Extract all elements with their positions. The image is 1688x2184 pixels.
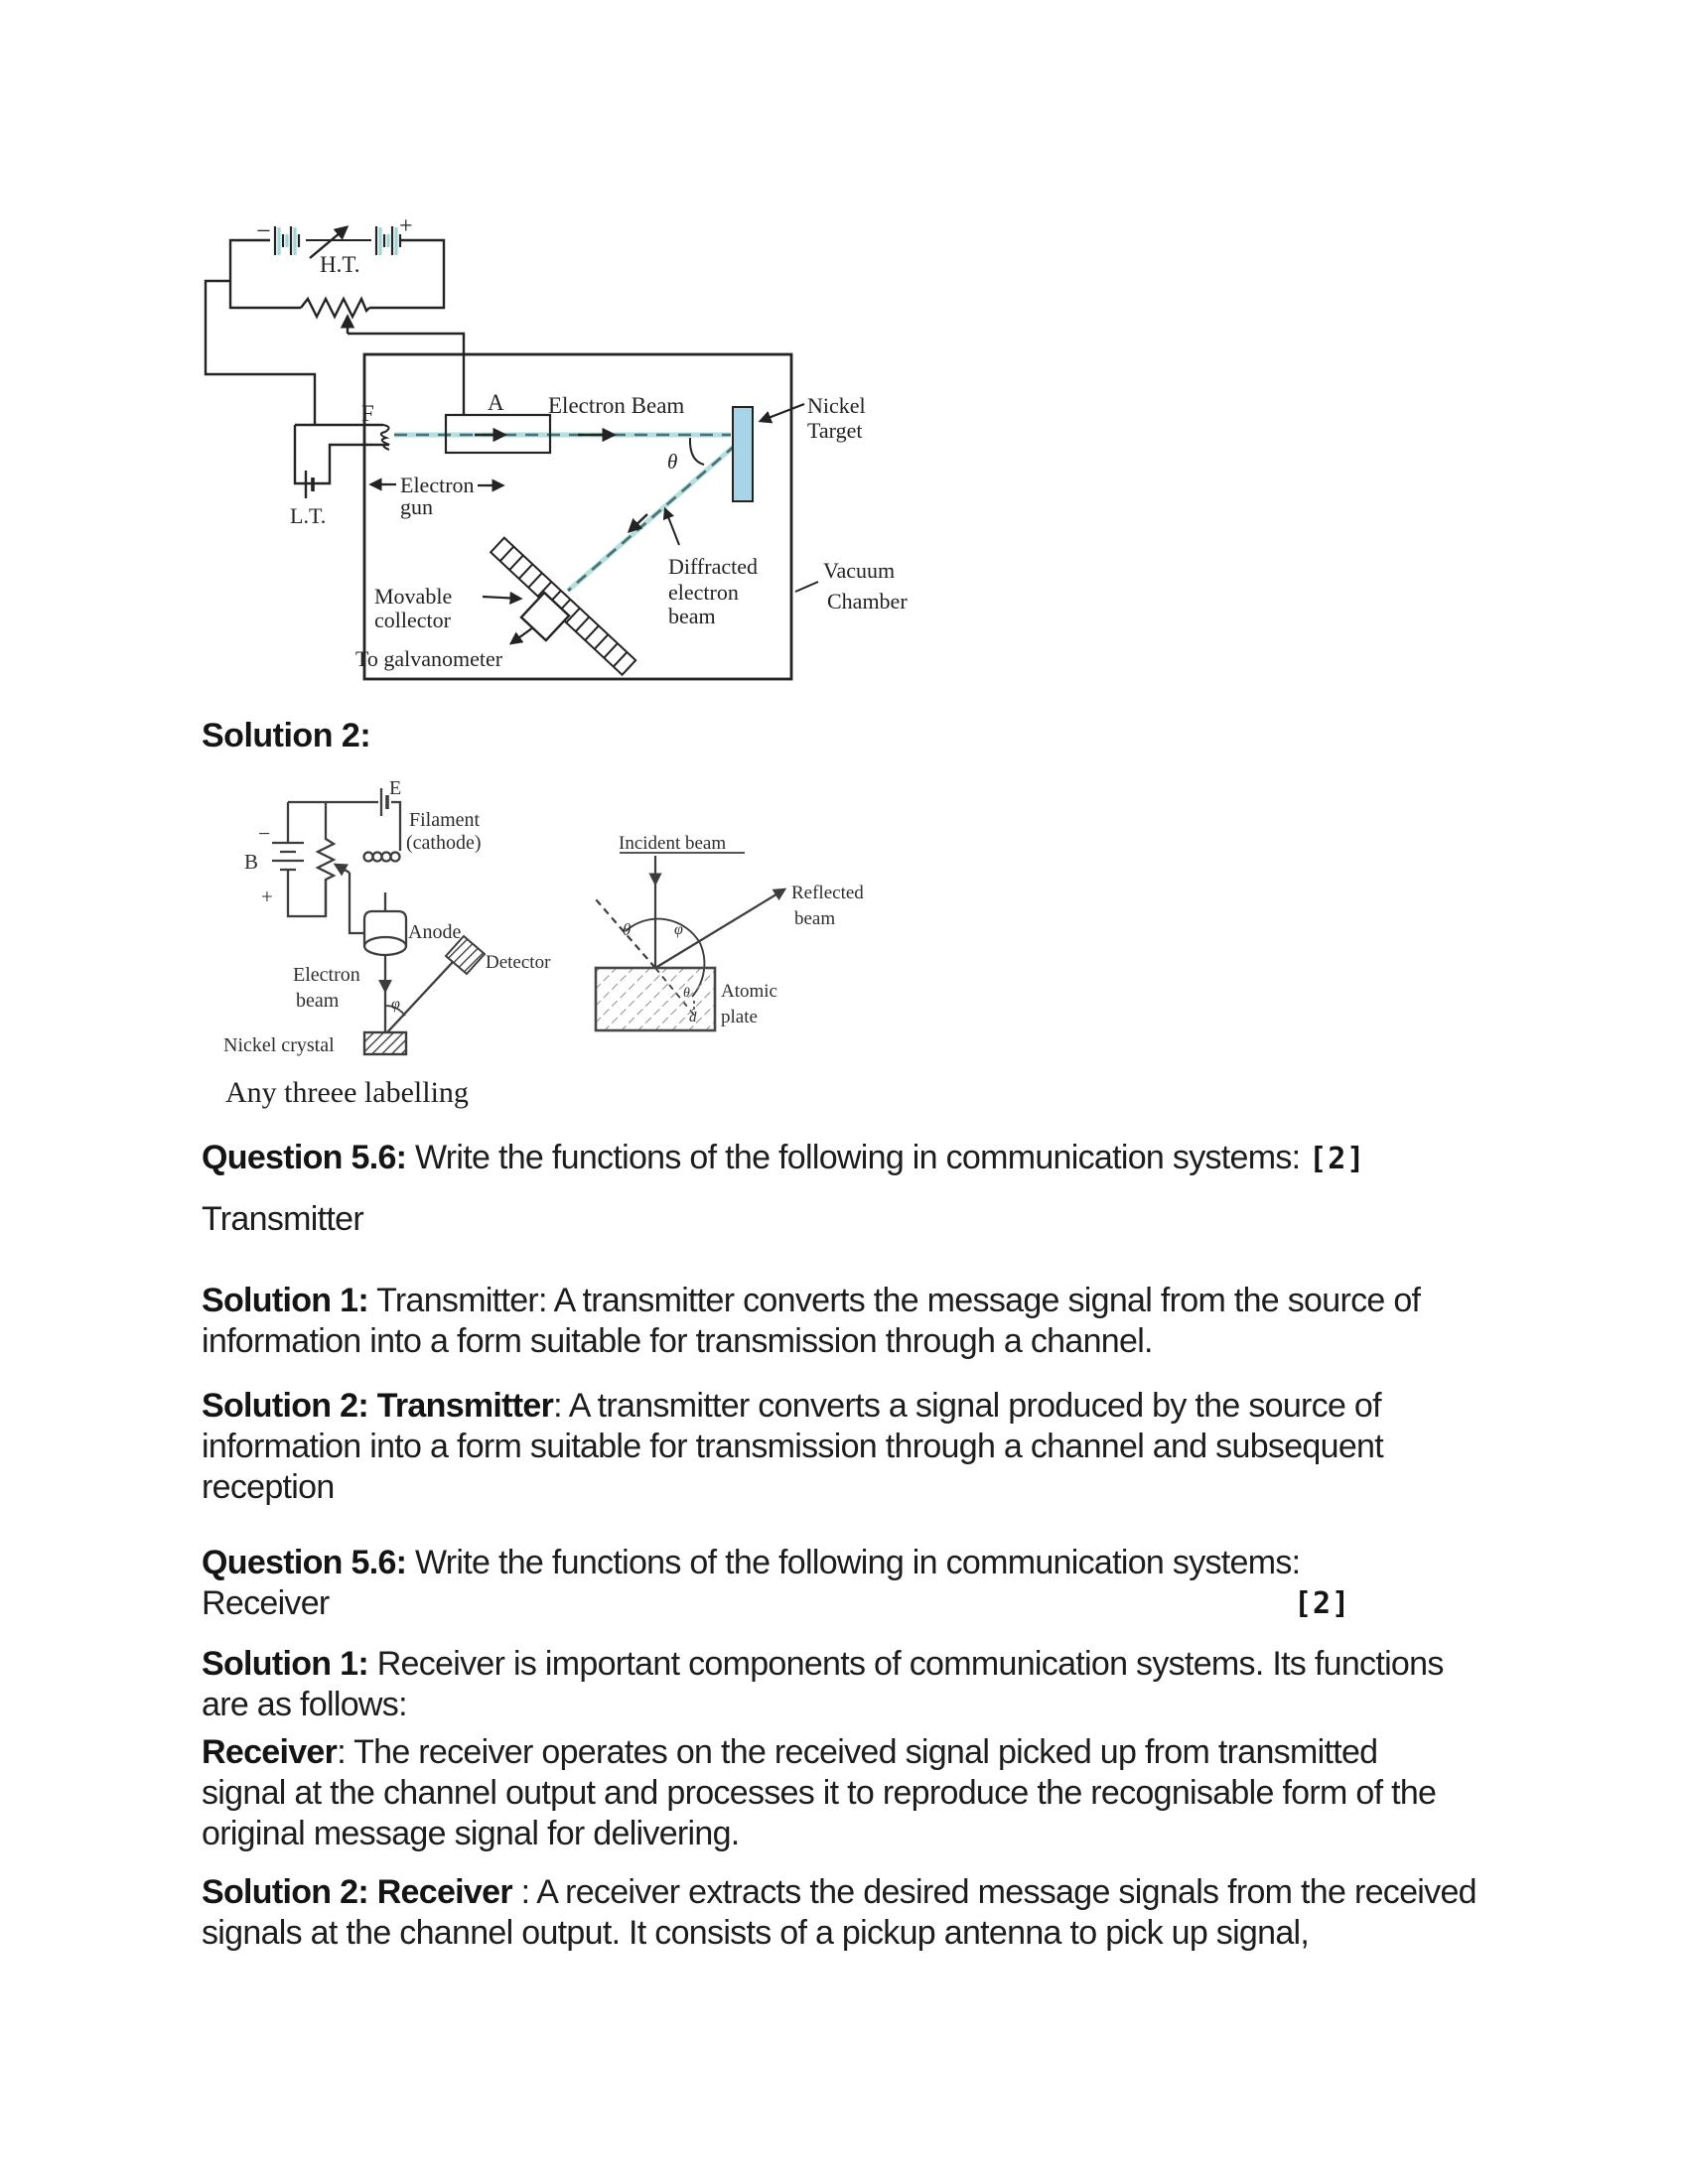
reflected-label-2: beam bbox=[794, 908, 836, 929]
bold-text-run: Receiver bbox=[202, 1733, 338, 1771]
b-plus: + bbox=[261, 885, 273, 908]
text-run: Receiver bbox=[202, 1584, 330, 1622]
marks-badge: [2] bbox=[1309, 1142, 1366, 1176]
ebeam-label-2: beam bbox=[296, 990, 340, 1012]
text-run: Receiver is important components of communication systems. Its functions bbox=[367, 1645, 1444, 1683]
paragraph bbox=[202, 1281, 1420, 1362]
galvanometer-label: To galvanometer bbox=[355, 646, 503, 671]
text-line bbox=[202, 1872, 1477, 1913]
diffracted-label-2: electron bbox=[668, 580, 739, 605]
ebeam-label-1: Electron bbox=[293, 964, 360, 986]
bold-text-run: Question 5.6: bbox=[202, 1139, 407, 1176]
text-line bbox=[202, 1199, 363, 1240]
lt-label: L.T. bbox=[290, 503, 327, 528]
text-line bbox=[202, 1732, 1436, 1773]
e-label: E bbox=[389, 777, 402, 799]
ht-minus-label: − bbox=[256, 216, 271, 245]
paragraph bbox=[202, 1872, 1477, 1954]
text-line bbox=[202, 1543, 1300, 1583]
phi-right-label: φ bbox=[674, 921, 683, 938]
diffracted-label-3: beam bbox=[668, 604, 716, 628]
text-line bbox=[202, 1321, 1420, 1362]
phi-left-label: φ bbox=[391, 996, 400, 1013]
text-line bbox=[202, 1913, 1477, 1954]
marks-badge: [2] bbox=[1294, 1586, 1351, 1621]
electron-beam-label: Electron Beam bbox=[548, 393, 685, 418]
atomic-label-1: Atomic bbox=[721, 981, 777, 1002]
gun-label-2: gun bbox=[400, 494, 433, 519]
text-line bbox=[202, 1467, 1383, 1508]
crystal-label: Nickel crystal bbox=[223, 1034, 335, 1056]
theta-right-label: θ bbox=[623, 920, 632, 939]
incident-label: Incident beam bbox=[619, 833, 727, 854]
text-run: Transmitter bbox=[202, 1200, 363, 1238]
d-label: d bbox=[689, 1010, 697, 1025]
text-run: information into a form suitable for transmission through a channel and subsequent bbox=[202, 1428, 1383, 1465]
filament-f-label: F bbox=[361, 401, 374, 426]
paragraph bbox=[202, 1543, 1351, 1624]
paragraph bbox=[202, 1732, 1436, 1854]
reflected-label-1: Reflected bbox=[791, 883, 864, 903]
nickel-label-1: Nickel bbox=[807, 393, 866, 418]
text-run: are as follows: bbox=[202, 1686, 407, 1723]
text-line bbox=[202, 1427, 1383, 1467]
text-run: Write the functions of the following in communication systems: bbox=[406, 1139, 1310, 1176]
text-line bbox=[202, 1685, 1444, 1725]
text-line bbox=[202, 1644, 1444, 1685]
paragraph bbox=[202, 1138, 1365, 1178]
theta-in-plate-label: θ bbox=[683, 986, 690, 1001]
theta-label: θ bbox=[667, 450, 678, 474]
gun-label-1: Electron bbox=[400, 473, 475, 497]
b-label: B bbox=[244, 850, 259, 874]
bold-text-run: Question 5.6: bbox=[202, 1544, 407, 1581]
anode-a-label: A bbox=[488, 390, 504, 415]
diffracted-label-1: Diffracted bbox=[668, 554, 758, 579]
movable-label-2: collector bbox=[374, 608, 451, 632]
text-run: : A transmitter converts a signal produced by the source of bbox=[553, 1387, 1381, 1425]
atomic-label-2: plate bbox=[721, 1007, 758, 1027]
text-run: signal at the channel output and processes it to reproduce the recognisable form of the bbox=[202, 1774, 1437, 1812]
text-run: : The receiver operates on the received signal picked up from transmitted bbox=[337, 1733, 1378, 1771]
paragraph bbox=[202, 1644, 1444, 1725]
vacuum-label-1: Vacuum bbox=[823, 558, 896, 583]
bold-text-run: Solution 2: Transmitter bbox=[202, 1387, 554, 1425]
text-line bbox=[202, 1386, 1383, 1427]
nickel-label-2: Target bbox=[807, 418, 863, 443]
b-minus: − bbox=[258, 821, 271, 846]
paragraph bbox=[202, 1199, 363, 1240]
bold-text-run: Solution 2: Receiver bbox=[202, 1873, 512, 1911]
ht-label: H.T. bbox=[320, 252, 360, 277]
text-line bbox=[202, 1814, 1436, 1854]
paragraph bbox=[202, 1386, 1383, 1508]
any-three-labelling-caption: Any threee labelling bbox=[225, 1076, 469, 1109]
bold-text-run: Solution 1: bbox=[202, 1645, 368, 1683]
filament-label-2: (cathode) bbox=[406, 832, 482, 854]
detector-label: Detector bbox=[486, 952, 551, 973]
text-run: Write the functions of the following in communication systems: bbox=[406, 1544, 1301, 1581]
vacuum-label-2: Chamber bbox=[827, 589, 908, 614]
solution2-heading: Solution 2: bbox=[202, 717, 371, 754]
ht-plus-label: + bbox=[399, 213, 413, 239]
text-line bbox=[202, 1583, 1351, 1624]
text-run: original message signal for delivering. bbox=[202, 1815, 740, 1852]
text-run: reception bbox=[202, 1468, 335, 1506]
text-run: : A receiver extracts the desired message signals from the received bbox=[511, 1873, 1477, 1911]
anode-label: Anode bbox=[408, 921, 462, 943]
text-run: information into a form suitable for transmission through a channel. bbox=[202, 1322, 1153, 1360]
text-line bbox=[202, 1138, 1365, 1178]
text-run: Transmitter: A transmitter converts the message signal from the source of bbox=[367, 1282, 1421, 1319]
text-line bbox=[202, 1773, 1436, 1814]
bold-text-run: Solution 1: bbox=[202, 1282, 368, 1319]
movable-label-1: Movable bbox=[374, 584, 453, 609]
filament-label-1: Filament bbox=[409, 809, 481, 831]
text-line bbox=[202, 1281, 1420, 1321]
text-run: signals at the channel output. It consists of a pickup antenna to pick up signal, bbox=[202, 1914, 1310, 1952]
